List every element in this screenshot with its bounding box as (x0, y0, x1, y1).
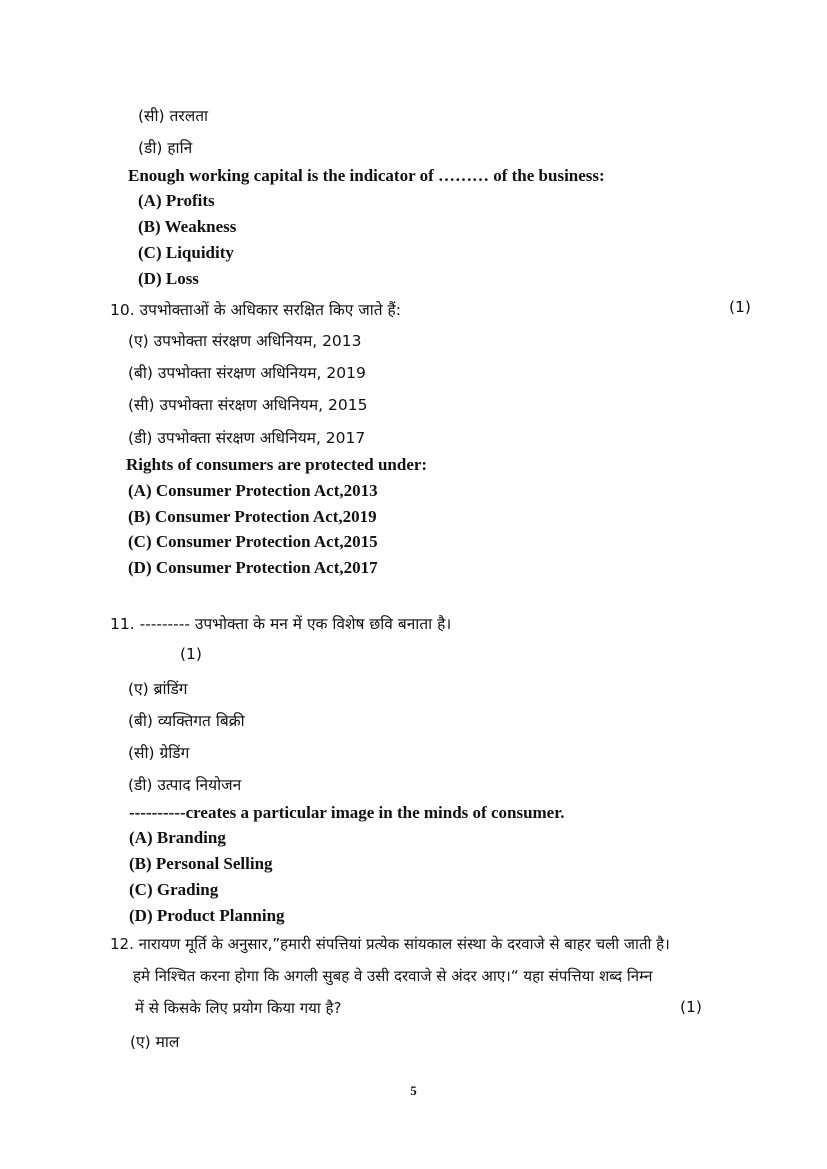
q12-marks: (1) (680, 998, 702, 1016)
q10-en-option-a: (A) Consumer Protection Act,2013 (128, 481, 378, 500)
q9-hi-option-d: (डी) हानि (138, 139, 193, 157)
q11-en-option-a: (A) Branding (129, 828, 226, 847)
q9-en-option-a: (A) Profits (138, 191, 215, 210)
q11-marks: (1) (180, 645, 202, 663)
q9-en-option-c: (C) Liquidity (138, 243, 234, 262)
q10-en-option-c: (C) Consumer Protection Act,2015 (128, 532, 378, 551)
q10-en-option-b: (B) Consumer Protection Act,2019 (128, 507, 377, 526)
q11-en-option-b: (B) Personal Selling (129, 854, 273, 873)
q12-hi-question-line-3: में से किसके लिए प्रयोग किया गया है? (135, 999, 342, 1017)
q9-hi-option-c: (सी) तरलता (138, 107, 209, 125)
q11-hi-option-b: (बी) व्यक्तिगत बिक्री (128, 712, 245, 730)
q10-hi-option-d: (डी) उपभोक्ता संरक्षण अधिनियम, 2017 (128, 429, 366, 447)
q11-en-question: ----------creates a particular image in the minds of consumer. (129, 803, 565, 822)
q11-hi-option-c: (सी) ग्रेडिंग (128, 744, 190, 762)
q10-en-question: Rights of consumers are protected under: (126, 455, 428, 474)
q10-marks: (1) (729, 298, 751, 316)
q11-hi-option-d: (डी) उत्पाद नियोजन (128, 776, 242, 794)
q12-hi-option-a: (ए) माल (130, 1033, 180, 1051)
q10-hi-option-a: (ए) उपभोक्ता संरक्षण अधिनियम, 2013 (128, 332, 362, 350)
q9-en-option-b: (B) Weakness (138, 217, 237, 236)
q12-hi-question-line-2: हमे निश्चित करना होगा कि अगली सुबह वे उसी दरवाजे से अंदर आए।“ यहा संपत्तिया शब्द निम्न (133, 967, 653, 985)
q11-hi-option-a: (ए) ब्रांडिंग (128, 680, 188, 698)
q11-en-option-d: (D) Product Planning (129, 906, 285, 925)
q10-en-option-d: (D) Consumer Protection Act,2017 (128, 558, 378, 577)
page-number: 5 (410, 1083, 417, 1098)
q10-hi-option-c: (सी) उपभोक्ता संरक्षण अधिनियम, 2015 (128, 396, 368, 414)
q9-en-option-d: (D) Loss (138, 269, 199, 288)
q12-hi-question-line-1: 12. नारायण मूर्ति के अनुसार,”हमारी संपत्तियां प्रत्येक सांयकाल संस्था के दरवाजे से बाहर चली जाती है। (110, 935, 670, 953)
q11-en-option-c: (C) Grading (129, 880, 219, 899)
q11-hi-question: 11. --------- उपभोक्ता के मन में एक विशेष छवि बनाता है। (110, 615, 452, 633)
q9-en-question: Enough working capital is the indicator of ……… of the business: (128, 166, 605, 185)
q10-hi-question: 10. उपभोक्ताओं के अधिकार सरक्षित किए जाते हैं: (110, 301, 401, 319)
q10-hi-option-b: (बी) उपभोक्ता संरक्षण अधिनियम, 2019 (128, 364, 366, 382)
